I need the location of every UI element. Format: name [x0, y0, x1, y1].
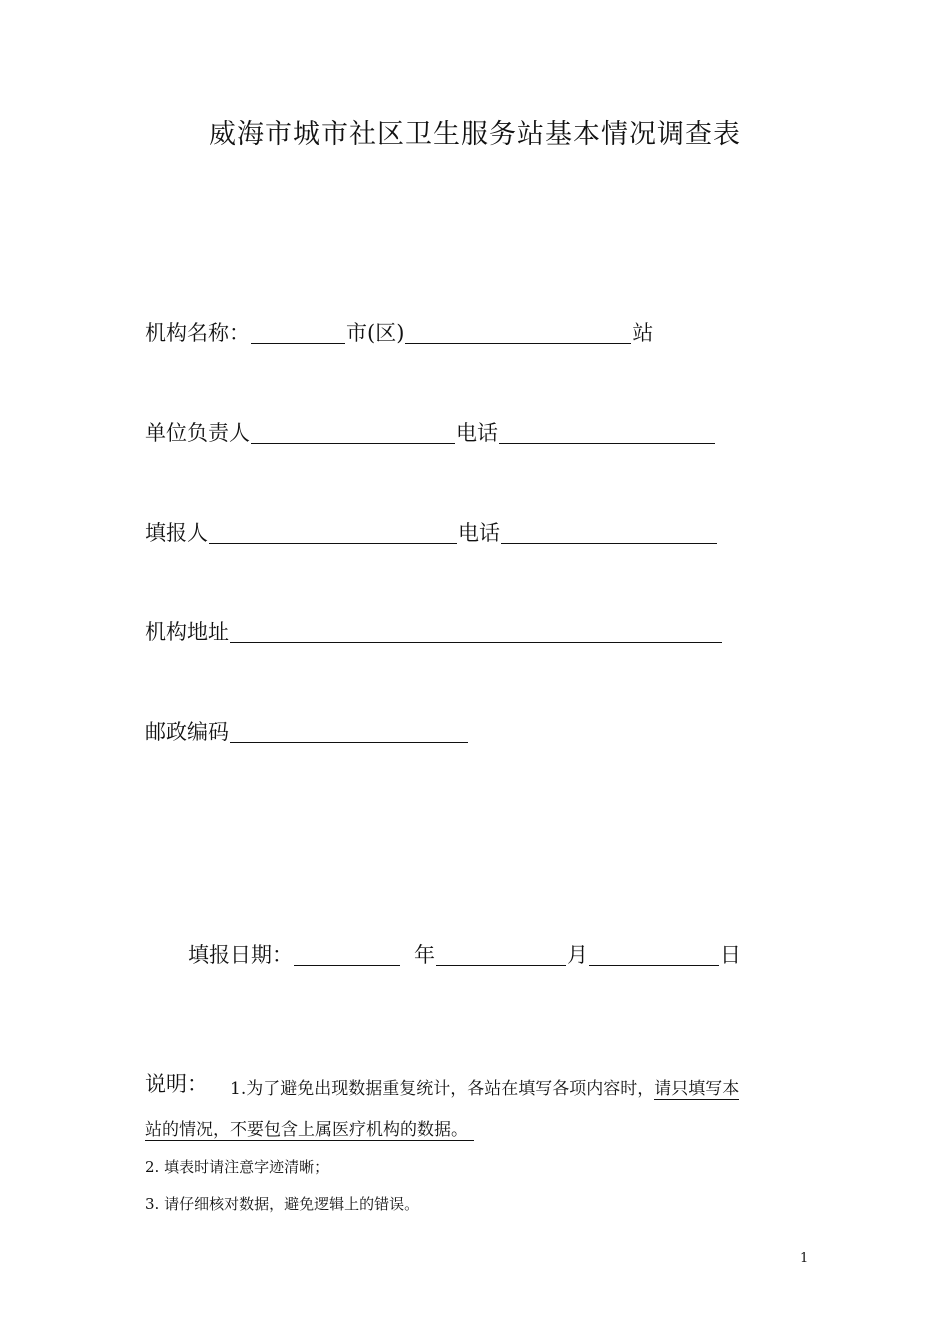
postcode-blank[interactable]: [230, 720, 468, 743]
filler-phone-blank[interactable]: [501, 521, 717, 544]
note-item-3: 3. 请仔细核对数据，避免逻辑上的错误。: [145, 1195, 420, 1213]
address-blank[interactable]: [230, 620, 722, 643]
month-label: 月: [567, 943, 588, 967]
year-label: 年: [414, 943, 435, 967]
director-blank[interactable]: [251, 421, 455, 444]
filler-label: 填报人: [145, 521, 208, 545]
day-label: 日: [720, 943, 741, 967]
org-name-label: 机构名称：: [145, 321, 250, 345]
notes-label: 说明：: [145, 1072, 208, 1096]
address-label: 机构地址: [145, 620, 229, 644]
director-row: [145, 418, 716, 448]
note-item-1-underlined: 请只填写本: [654, 1079, 740, 1099]
postcode-row: [145, 717, 469, 747]
month-blank[interactable]: [436, 943, 566, 966]
day-blank[interactable]: [589, 943, 719, 966]
note-item-1-continued: 站的情况，不要包含上属医疗机构的数据。: [145, 1115, 474, 1141]
director-label: 单位负责人: [145, 421, 250, 445]
date-label: 填报日期：: [188, 943, 293, 967]
date-row: [188, 940, 741, 970]
year-blank[interactable]: [294, 943, 400, 966]
filler-row: [145, 518, 718, 548]
org-station-blank[interactable]: [405, 321, 631, 344]
org-city-suffix: 市(区): [346, 321, 405, 345]
filler-phone-label: 电话: [458, 521, 500, 545]
note-item-1: [230, 1074, 739, 1099]
postcode-label: 邮政编码: [145, 720, 229, 744]
director-phone-blank[interactable]: [499, 421, 715, 444]
org-name-row: [145, 318, 653, 348]
note-item-2: 2. 填表时请注意字迹清晰；: [145, 1158, 330, 1176]
address-row: [145, 617, 723, 647]
note-item-1-text: 1.为了避免出现数据重复统计，各站在填写各项内容时，: [230, 1079, 655, 1099]
director-phone-label: 电话: [456, 421, 498, 445]
page-title: 威海市城市社区卫生服务站基本情况调查表: [209, 119, 741, 150]
org-station-suffix: 站: [632, 321, 654, 345]
org-city-blank[interactable]: [251, 321, 345, 344]
filler-blank[interactable]: [209, 521, 457, 544]
page-number: 1: [800, 1251, 809, 1266]
